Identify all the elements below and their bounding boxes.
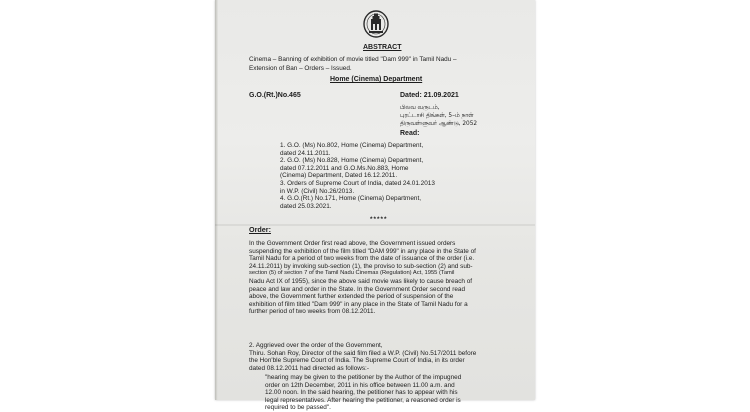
reference-line: dated 25.03.2021. <box>280 202 332 210</box>
document-page <box>215 0 535 412</box>
abstract-heading: ABSTRACT <box>363 44 402 51</box>
tamil-date-block <box>400 104 477 128</box>
quote-line: legal representatives. After hearing the petitioner, a reasoned order is <box>265 396 461 404</box>
paragraph-line: 2. Aggrieved over the order of the Government, <box>249 342 383 349</box>
paragraph-line: section (5) of section 7 of the Tamil Nadu Cinemas (Regulation) Act, 1955 (Tamil <box>249 270 455 277</box>
paragraph-line: further period of two weeks from 08.12.2011. <box>249 308 376 316</box>
paragraph-line: above, the Government further extended the period of suspension of the <box>249 293 454 301</box>
quote-line: "hearing may be given to the petitioner by the Author of the impugned <box>265 374 462 381</box>
quote-line: required to be passed". <box>265 404 331 412</box>
paragraph-line: peace and law and order in the State. In the Government Order second read <box>249 285 465 293</box>
read-label: Read: <box>400 130 420 137</box>
reference-line: 1. G.O. (Ms) No.802, Home (Cinema) Department, <box>280 142 424 149</box>
subject-text <box>249 56 457 73</box>
paragraph-line: In the Government Order first read above, the Government issued orders <box>249 240 456 247</box>
tamil-nadu-emblem-icon <box>363 10 389 38</box>
order-paragraph-2 <box>249 342 476 372</box>
paragraph-line: 24.11.2011) by invoking sub-section (1), the proviso to sub-section (2) and sub- <box>249 262 473 270</box>
separator-stars: ***** <box>370 216 388 223</box>
paragraph-line: exhibition of film titled "Dam 999" in any place in the State of Tamil Nadu for a <box>249 300 468 308</box>
order-paragraph-1 <box>249 240 476 316</box>
tamil-date-line: பிலவ வருடம், <box>400 105 440 111</box>
court-quote <box>265 374 461 412</box>
reference-line: 4. G.O.(Rt.) No.171, Home (Cinema) Department, <box>280 195 421 203</box>
reference-line: 3. Orders of Supreme Court of India, dated 24.01.2013 <box>280 179 435 187</box>
reference-line: dated 24.11.2011. <box>280 149 331 157</box>
subject-line: Cinema – Banning of exhibition of movie titled "Dam 999" in Tamil Nadu – <box>249 56 457 63</box>
order-heading: Order: <box>249 225 271 234</box>
tamil-date-line: திருவள்ளுவர் ஆண்டு, 2052 <box>400 121 478 127</box>
reference-line: dated 07.12.2011 and G.O.Ms.No.883, Home <box>280 164 409 172</box>
department-heading: Home (Cinema) Department <box>330 76 423 83</box>
paragraph-line: Nadu Act IX of 1955), since the above said movie was likely to cause breach of <box>249 277 473 285</box>
tamil-date-line: புரட்டாசி திங்கள், 5–ம் நாள் <box>400 113 474 119</box>
reference-line: 2. G.O. (Ms) No.828, Home (Cinema) Department, <box>280 157 424 165</box>
reference-line: in W.P. (Civil) No.26/2013. <box>280 187 355 195</box>
reference-line: (Cinema) Department, Dated 16.12.2011. <box>280 172 398 180</box>
go-date: Dated: 21.09.2021 <box>400 92 459 99</box>
paragraph-line: Thiru. Sohan Roy, Director of the said film filed a W.P. (Civil) No.517/2011 before <box>249 349 477 357</box>
subject-line: Extension of Ban – Orders – Issued. <box>249 64 352 72</box>
paragraph-line: the Hon'ble Supreme Court of India. The Supreme Court of India, in its order <box>249 357 465 365</box>
quote-line: order on 12th December, 2011 in his office between 11.00 a.m. and <box>265 381 455 389</box>
paragraph-line: Tamil Nadu for a period of two weeks from the date of issuance of the order (i.e. <box>249 255 475 263</box>
references-list <box>280 142 435 210</box>
paragraph-line: suspending the exhibition of the film titled "DAM 999" in any place in the State of <box>249 247 476 255</box>
paragraph-line: dated 08.12.2011 had directed as follows:- <box>249 364 369 372</box>
quote-line: 12.00 noon. In the said hearing, the petitioner has to appear with his <box>265 389 458 397</box>
go-number: G.O.(Rt.)No.465 <box>249 92 301 99</box>
